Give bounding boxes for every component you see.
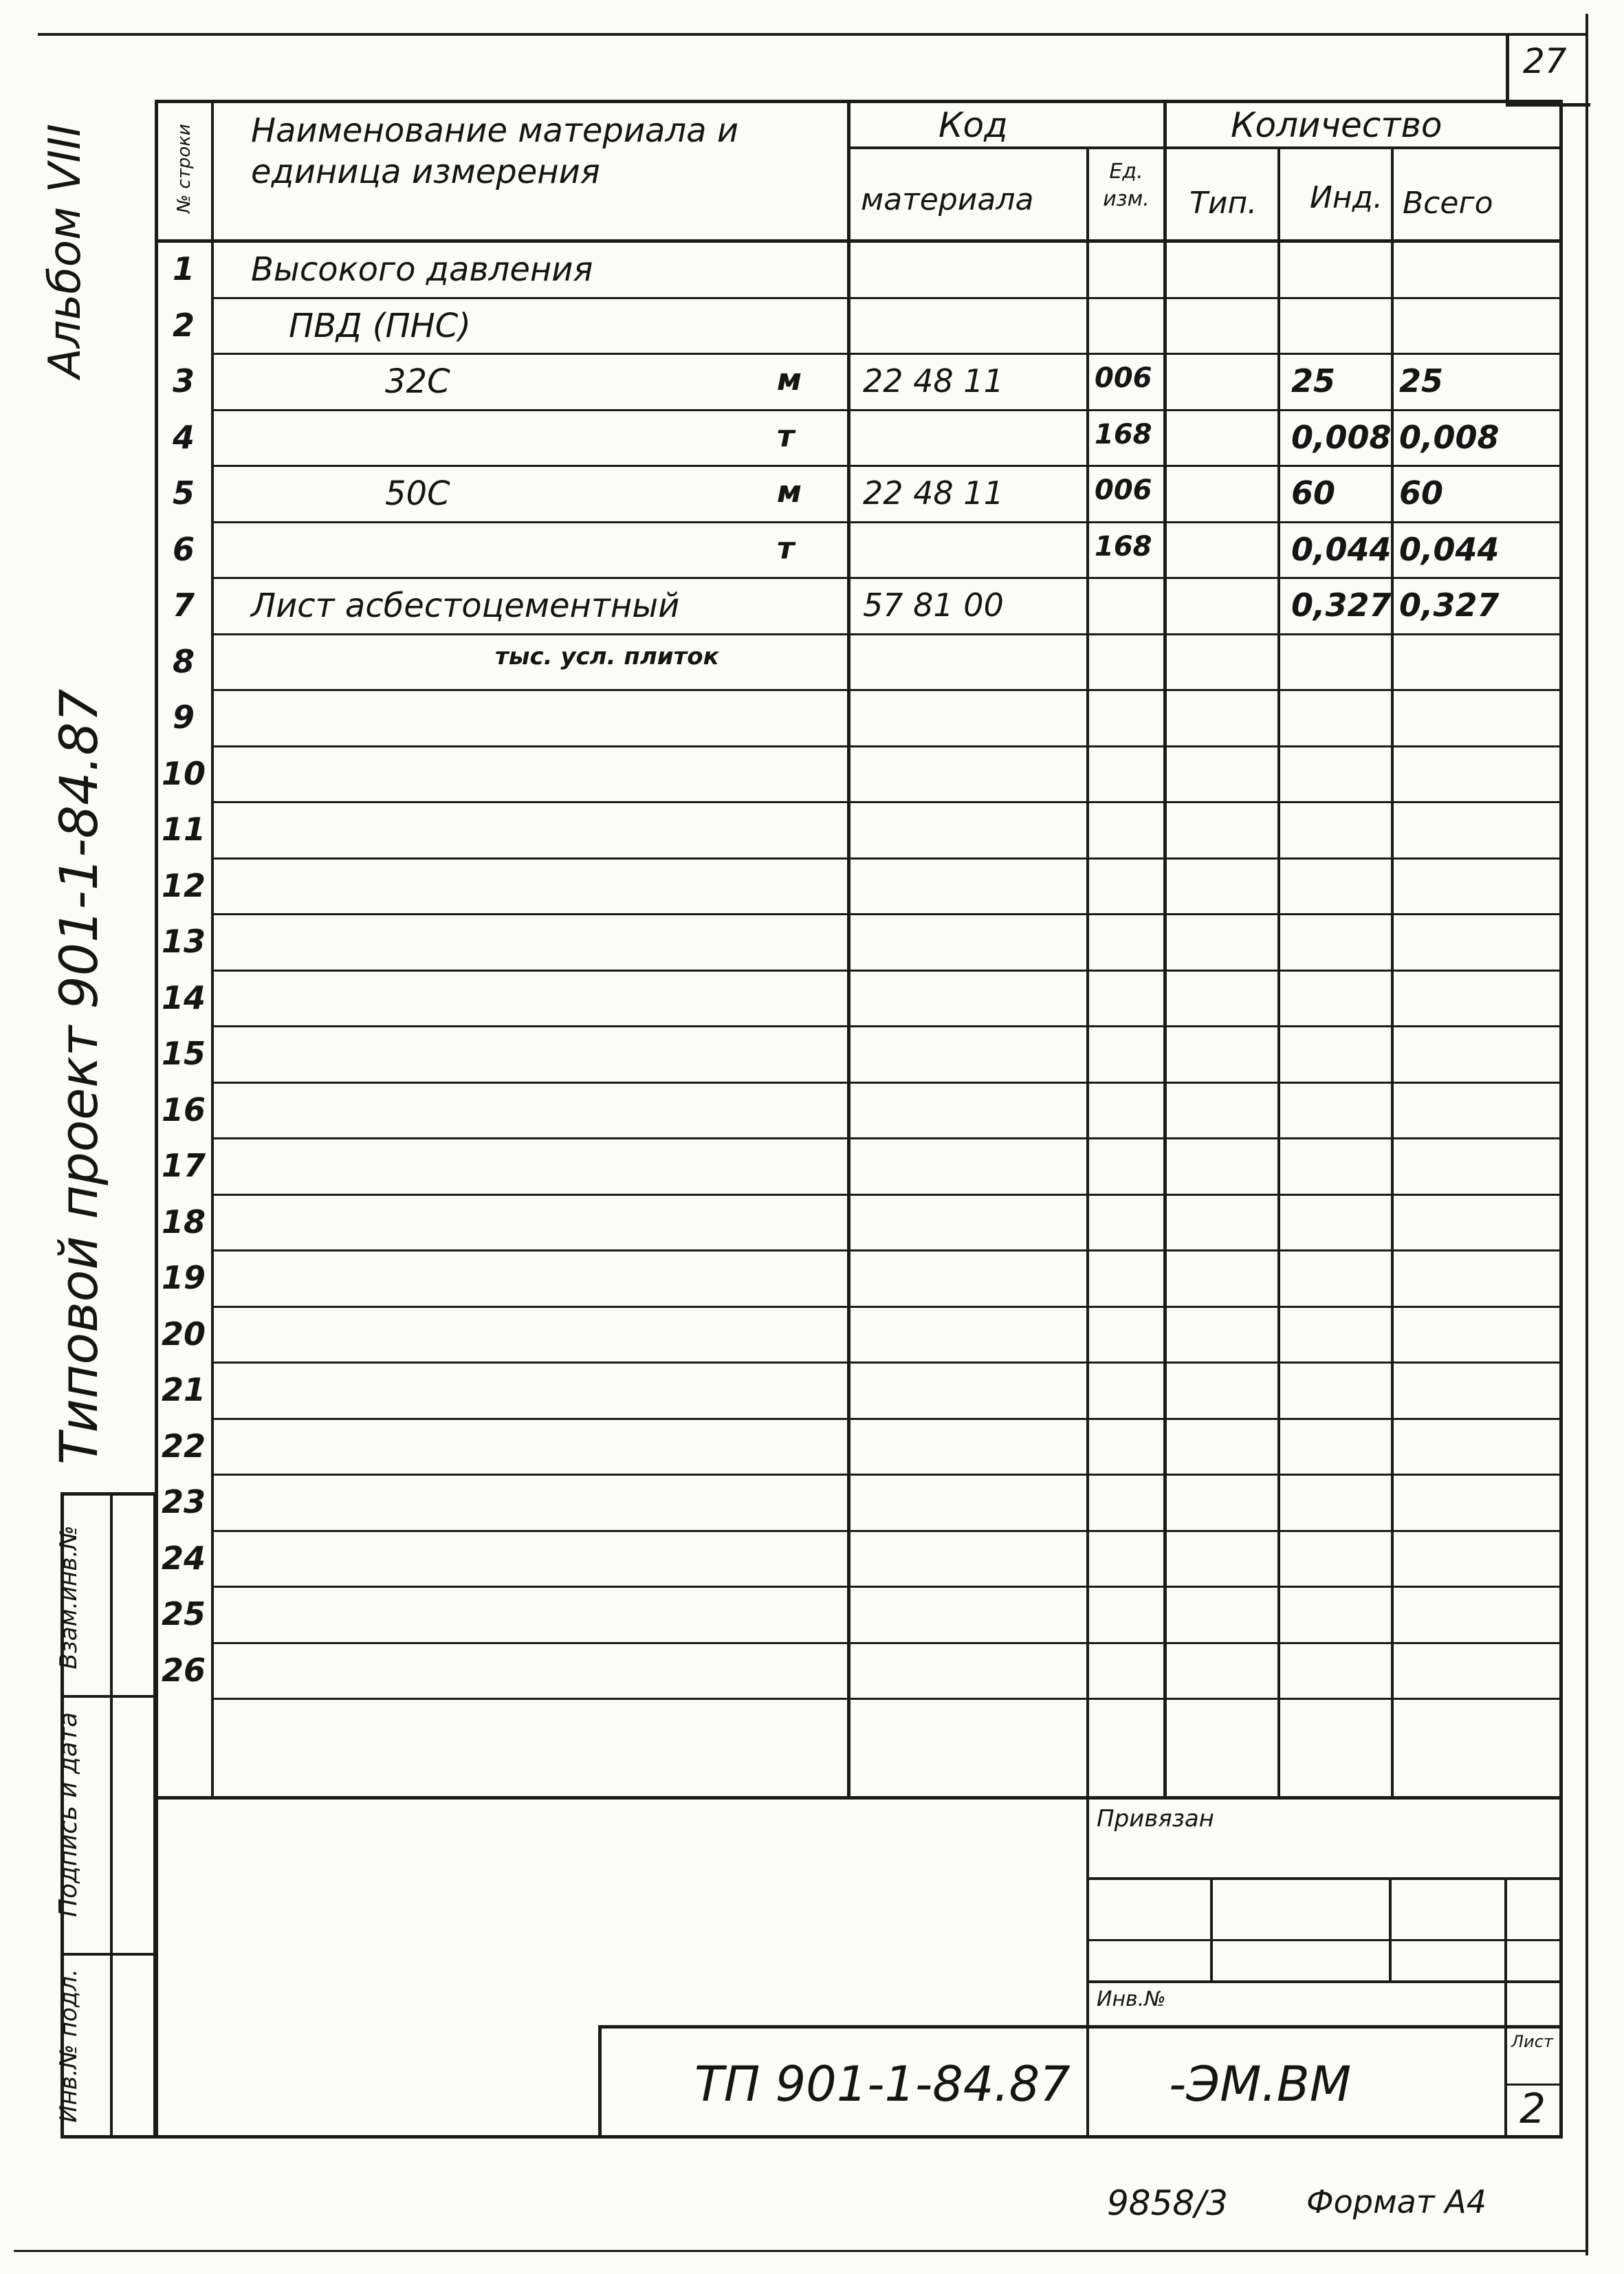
row-name: 50С <box>385 474 450 513</box>
row-number: 21 <box>161 1371 206 1408</box>
row-divider <box>211 465 1562 467</box>
row-divider <box>211 353 1562 355</box>
row-unit-label: тыс. усл. плиток <box>495 643 719 670</box>
row-name: Лист асбестоцементный <box>251 587 680 625</box>
stamp-exchange-label: Взам.инв.№ <box>55 1525 83 1670</box>
stamp-vline-1 <box>1210 1877 1213 1980</box>
row-total: 0,008 <box>1399 419 1500 456</box>
row-unit: 168 <box>1095 419 1152 450</box>
row-divider <box>211 1249 1562 1251</box>
row-number: 6 <box>172 531 195 568</box>
corner-number: 27 <box>1523 41 1567 81</box>
row-unit-label: т <box>777 419 795 454</box>
code-block-top <box>598 2025 1563 2029</box>
row-divider <box>211 1530 1562 1532</box>
right-border-line <box>1585 14 1588 2255</box>
row-number: 11 <box>161 811 206 848</box>
attached-label: Привязан <box>1097 1805 1214 1833</box>
row-divider <box>211 801 1562 803</box>
row-number: 7 <box>172 587 195 624</box>
row-divider <box>211 1586 1562 1588</box>
row-name: 32С <box>385 362 450 401</box>
header-bottom-line <box>155 239 1563 243</box>
row-divider <box>211 857 1562 860</box>
row-ind: 25 <box>1291 362 1336 400</box>
row-number: 12 <box>161 867 206 904</box>
row-divider <box>211 297 1562 299</box>
row-ind: 0,044 <box>1291 531 1392 568</box>
row-number: 1 <box>172 250 195 287</box>
row-number: 22 <box>161 1428 206 1465</box>
header-group-underline-qty <box>1163 146 1562 149</box>
header-name: Наименование материала и единица измерения <box>251 111 739 191</box>
row-total: 0,044 <box>1399 531 1500 568</box>
album-label: Альбом VIII <box>40 123 91 378</box>
body-bottom-line <box>155 1796 1563 1800</box>
header-qty-group: Количество <box>1231 105 1442 145</box>
header-code-material: материала <box>861 182 1034 217</box>
row-divider <box>211 1418 1562 1420</box>
row-divider <box>211 970 1562 972</box>
row-number: 24 <box>161 1540 206 1577</box>
row-number: 2 <box>172 307 195 344</box>
row-number: 9 <box>172 699 195 736</box>
stamp-row-divider-1 <box>61 1695 157 1698</box>
stamp-sign-label: Подпись и дата <box>54 1712 83 1917</box>
code-block-left <box>598 2025 602 2139</box>
header-row-number: № строки <box>174 124 195 213</box>
row-number: 3 <box>172 362 195 400</box>
row-total: 25 <box>1399 362 1444 400</box>
project-label: Типовой проект 901-1-84.87 <box>48 688 109 1465</box>
row-code: 22 48 11 <box>863 474 1004 512</box>
row-divider <box>211 689 1562 691</box>
doc-suffix: -ЭМ.ВМ <box>1169 2056 1352 2112</box>
row-number: 20 <box>161 1315 206 1353</box>
stamp-line-3 <box>1086 1980 1563 1983</box>
header-code-group: Код <box>939 105 1008 145</box>
row-name: Высокого давления <box>251 250 593 289</box>
sheet-label: Лист <box>1511 2032 1553 2051</box>
row-ind: 0,327 <box>1291 587 1392 624</box>
format-label: Формат А4 <box>1306 2183 1486 2220</box>
header-group-underline-code <box>847 146 1165 149</box>
material-table <box>155 100 1563 2139</box>
sheet-number: 2 <box>1519 2085 1546 2133</box>
row-number: 16 <box>161 1091 206 1128</box>
col-line-typ <box>1277 148 1280 1798</box>
row-number: 15 <box>161 1035 206 1072</box>
row-divider <box>211 1698 1562 1700</box>
top-border-line <box>38 33 1588 36</box>
row-divider <box>211 1137 1562 1139</box>
col-line-code-unit <box>1086 148 1089 2139</box>
stamp-vline-2 <box>1389 1877 1392 1980</box>
row-unit: 168 <box>1095 531 1152 562</box>
row-unit-label: м <box>777 474 802 510</box>
header-qty-total: Всего <box>1403 186 1493 221</box>
row-divider <box>211 1082 1562 1084</box>
row-divider <box>211 1306 1562 1308</box>
row-number: 5 <box>172 474 195 512</box>
row-ind: 60 <box>1291 474 1336 512</box>
header-code-unit: Ед. изм. <box>1103 160 1150 211</box>
row-divider <box>211 1362 1562 1364</box>
doc-code: ТП 901-1-84.87 <box>694 2056 1071 2112</box>
row-number: 10 <box>161 755 206 792</box>
row-number: 25 <box>161 1595 206 1632</box>
row-total: 0,327 <box>1399 587 1500 624</box>
col-line-ind <box>1391 148 1394 1798</box>
row-divider <box>211 521 1562 523</box>
row-divider <box>211 577 1562 579</box>
row-number: 8 <box>172 643 195 680</box>
stamp-line-2 <box>1086 1939 1563 1941</box>
stamp-col-divider <box>110 1492 113 2139</box>
row-divider <box>211 913 1562 915</box>
inv-no-label: Инв.№ <box>1097 1987 1166 2011</box>
row-number: 26 <box>161 1652 206 1689</box>
stamp-vline-3 <box>1504 1877 1507 2139</box>
row-number: 18 <box>161 1203 206 1240</box>
row-divider <box>211 1194 1562 1196</box>
row-number: 14 <box>161 979 206 1016</box>
stamp-inv-label: Инв.№ подл. <box>55 1969 83 2123</box>
row-divider <box>211 409 1562 411</box>
row-unit: 006 <box>1095 362 1152 394</box>
row-unit-label: т <box>777 531 795 566</box>
row-divider <box>211 745 1562 747</box>
header-qty-type: Тип. <box>1189 186 1258 221</box>
row-unit: 006 <box>1095 474 1152 506</box>
row-number: 19 <box>161 1259 206 1296</box>
stamp-line-1 <box>1086 1877 1563 1880</box>
row-divider <box>211 1474 1562 1476</box>
row-code: 57 81 00 <box>863 587 1004 624</box>
row-number: 13 <box>161 923 206 960</box>
stamp-row-divider-2 <box>61 1953 157 1956</box>
header-qty-ind: Инд. <box>1310 180 1383 215</box>
row-total: 60 <box>1399 474 1444 512</box>
bottom-border-line <box>14 2250 1588 2252</box>
archive-number: 9858/3 <box>1107 2183 1228 2223</box>
row-number: 23 <box>161 1483 206 1520</box>
row-divider <box>211 1025 1562 1027</box>
row-number: 17 <box>161 1147 206 1184</box>
row-ind: 0,008 <box>1291 419 1392 456</box>
row-divider <box>211 633 1562 635</box>
row-divider <box>211 1642 1562 1644</box>
row-number: 4 <box>172 419 195 456</box>
row-code: 22 48 11 <box>863 362 1004 400</box>
row-name: ПВД (ПНС) <box>289 307 471 345</box>
row-unit-label: м <box>777 362 802 397</box>
